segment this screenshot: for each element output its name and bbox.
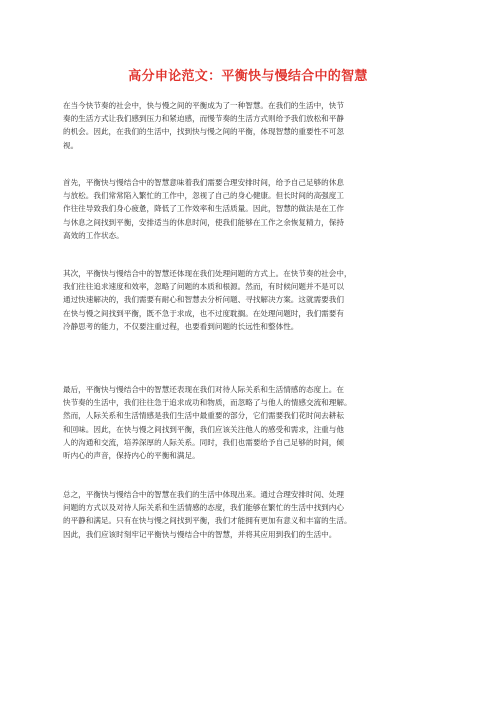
paragraph-line: 其次，平衡快与慢结合中的智慧还体现在我们处理问题的方式上。在快节奏的社会中， bbox=[63, 269, 352, 278]
paragraph-line: 与放松。我们常常陷入繁忙的工作中，忽视了自己的身心健康。但长时间的高强度工 bbox=[63, 191, 344, 201]
paragraph-line: 通过快速解决的，我们需要有耐心和智慧去分析问题、寻找解决方案。这就需要我们 bbox=[63, 295, 344, 305]
paragraph-line: 冷静思考的能力，不仅要注重过程，也要看到问题的长远性和整体性。 bbox=[63, 321, 299, 331]
paragraph-line: 奏的生活方式让我们感到压力和紧迫感，而慢节奏的生活方式则给予我们放松和平静 bbox=[63, 114, 344, 124]
paragraph-line: 的机会。因此，在我们的生活中，找到快与慢之间的平衡，体现智慧的重要性不可忽 bbox=[63, 127, 344, 137]
document-title: 高分申论范文：平衡快与慢结合中的智慧 bbox=[128, 69, 368, 84]
paragraph-line: 与休息之间找到平衡，安排适当的休息时间，使我们能够在工作之余恢复精力，保持 bbox=[63, 217, 344, 227]
paragraph-line: 我们往往追求速度和效率，忽略了问题的本质和根源。然而，有时候问题并不是可以 bbox=[63, 282, 344, 292]
paragraph-line: 视。 bbox=[63, 140, 79, 150]
paragraph-line: 问题的方式以及对待人际关系和生活情感的态度，我们能够在繁忙的生活中找到内心 bbox=[63, 503, 344, 513]
paragraph-second-point bbox=[63, 267, 435, 333]
paragraph-line: 在当今快节奏的社会中，快与慢之间的平衡成为了一种智慧。在我们的生活中，快节 bbox=[63, 101, 344, 110]
paragraph-conclusion bbox=[63, 488, 435, 541]
paragraph-line: 高效的工作状态。 bbox=[63, 230, 124, 240]
paragraph-line: 然而，人际关系和生活情感是我们生活中最重要的部分，它们需要我们花时间去耕耘 bbox=[63, 411, 344, 421]
paragraph-line: 作往往导致我们身心疲惫，降低了工作效率和生活质量。因此，智慧的做法是在工作 bbox=[63, 204, 344, 214]
paragraph-line: 听内心的声音，保持内心的平衡和满足。 bbox=[63, 451, 200, 461]
paragraph-line: 和回味。因此，在快与慢之间找到平衡，我们应该关注他人的感受和需求，注重与他 bbox=[63, 424, 344, 434]
paragraph-third-point bbox=[63, 383, 435, 462]
paragraph-line: 的平静和满足。只有在快与慢之间找到平衡，我们才能拥有更加有意义和丰富的生活。 bbox=[63, 516, 352, 526]
paragraph-line: 总之，平衡快与慢结合中的智慧在我们的生活中体现出来。通过合理安排时间、处理 bbox=[63, 490, 344, 499]
paragraph-line: 首先，平衡快与慢结合中的智慧意味着我们需要合理安排时间，给予自己足够的休息 bbox=[63, 178, 344, 187]
paragraph-line: 在快与慢之间找到平衡，既不急于求成，也不过度耽搁。在处理问题时，我们需要有 bbox=[63, 308, 344, 318]
paragraph-line: 最后，平衡快与慢结合中的智慧还表现在我们对待人际关系和生活情感的态度上。在 bbox=[63, 385, 344, 394]
paragraph-line: 快节奏的生活中，我们往往急于追求成功和物质，而忽略了与他人的情感交流和理解。 bbox=[63, 398, 352, 408]
paragraph-line: 人的沟通和交流，培养深厚的人际关系。同时，我们也需要给予自己足够的时间，倾 bbox=[63, 437, 344, 447]
paragraph-introduction bbox=[63, 99, 435, 152]
paragraph-first-point bbox=[63, 176, 435, 242]
paragraph-line: 因此，我们应该时刻牢记平衡快与慢结合中的智慧，并将其应用到我们的生活中。 bbox=[63, 529, 337, 539]
